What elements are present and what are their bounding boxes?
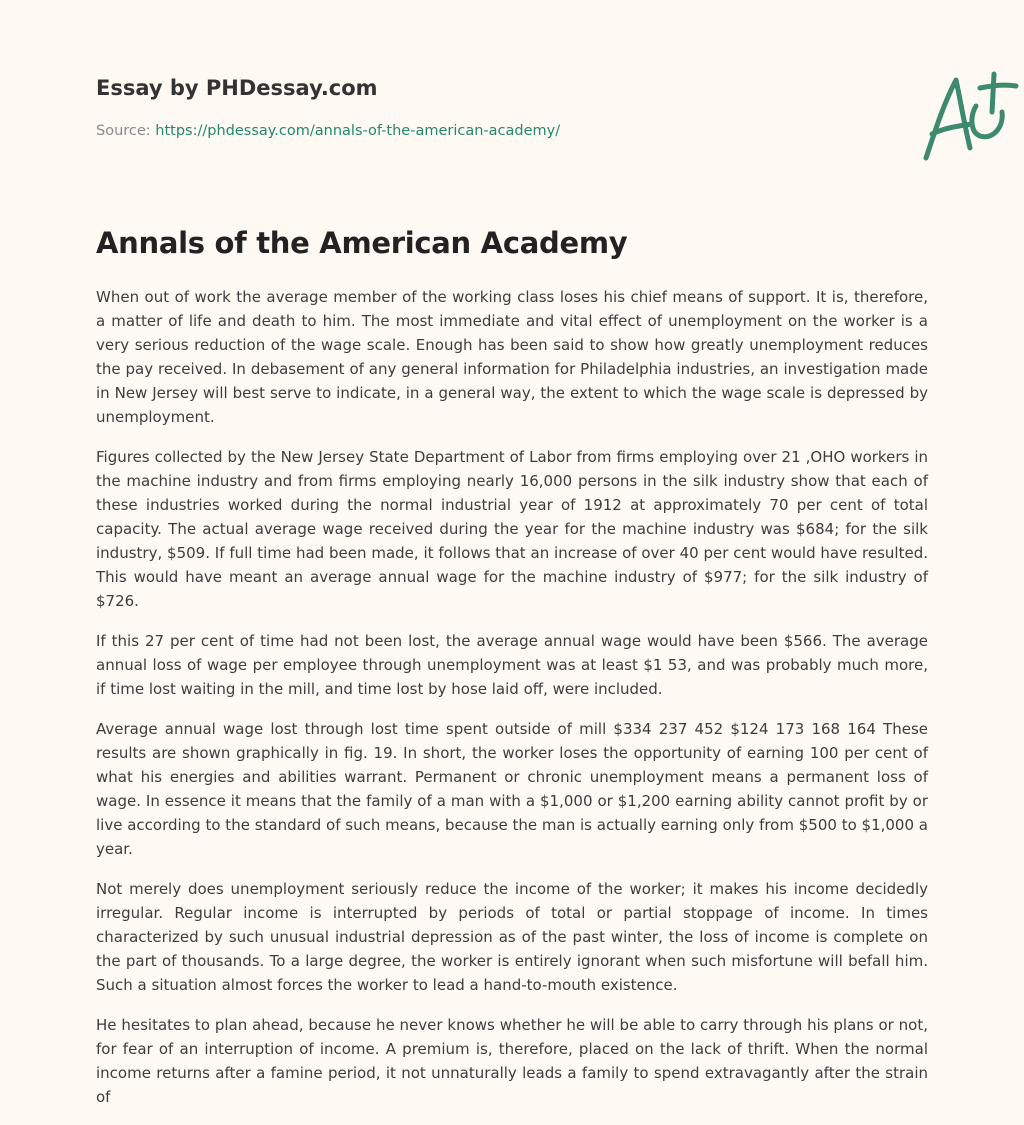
paragraph: Not merely does unemployment seriously reduce the income of the worker; it makes his income decidedly irregular. Regular income is interrupted by periods of total or partial stoppage of income. In times characterized by such unusual industrial depression as of the past winter, the loss of income is complete on the part of thousands. To a large degree, the worker is entirely ignorant when such misfortune will befall him. Such a situation almost forces the worker to lead a hand-to-mouth existence. (96, 880, 928, 994)
paragraph: He hesitates to plan ahead, because he never knows whether he will be able to carry through his plans or not, for fear of an interruption of income. A premium is, therefore, placed on the lack of thrift. When the normal income returns after a famine period, it not unnaturally leads a family to spend extravagantly after the strain of (96, 1016, 928, 1106)
source-link[interactable]: https://phdessay.com/annals-of-the-american-academy/ (155, 123, 561, 139)
paragraph: If this 27 per cent of time had not been lost, the average annual wage would have been $566. The average annual loss of wage per employee through unemployment was at least $1 53, and was probably much more, if time lost waiting in the mill, and time lost by hose laid off, were included. (96, 632, 928, 698)
paragraph: When out of work the average member of the working class loses his chief means of support. It is, therefore, a matter of life and death to him. The most immediate and vital effect of unemployment on the worker is a very serious reduction of the wage scale. Enough has been said to show how greatly unemployment reduces the pay received. In debasement of any general information for Philadelphia industries, an investigation made in New Jersey will best serve to indicate, in a general way, the extent to which the wage scale is depressed by unemployment. (96, 288, 928, 426)
site-title: Essay by PHDessay.com (96, 76, 378, 100)
a-plus-grade-logo-icon (914, 68, 1024, 166)
source-line (96, 123, 560, 139)
article-title: Annals of the American Academy (96, 226, 628, 260)
paragraph: Average annual wage lost through lost time spent outside of mill $334 237 452 $124 173 168 164 These results are shown graphically in fig. 19. In short, the worker loses the opportunity of earning 100 per cent of what his energies and abilities warrant. Permanent or chronic unemployment means a permanent loss of wage. In essence it means that the family of a man with a $1,000 or $1,200 earning ability cannot profit by or live according to the standard of such means, because the man is actually earning only from $500 to $1,000 a year. (96, 720, 928, 858)
article-body (96, 285, 928, 1125)
paragraph: Figures collected by the New Jersey State Department of Labor from firms employing over 21 ,OHO workers in the machine industry and from firms employing nearly 16,000 persons in the silk industry show that each of these industries worked during the normal industrial year of 1912 at approximately 70 per cent of total capacity. The actual average wage received during the year for the machine industry was $684; for the silk industry, $509. If full time had been made, it follows that an increase of over 40 per cent would have resulted. This would have meant an average annual wage for the machine industry of $977; for the silk industry of $726. (96, 448, 928, 610)
source-label: Source: (96, 123, 151, 139)
